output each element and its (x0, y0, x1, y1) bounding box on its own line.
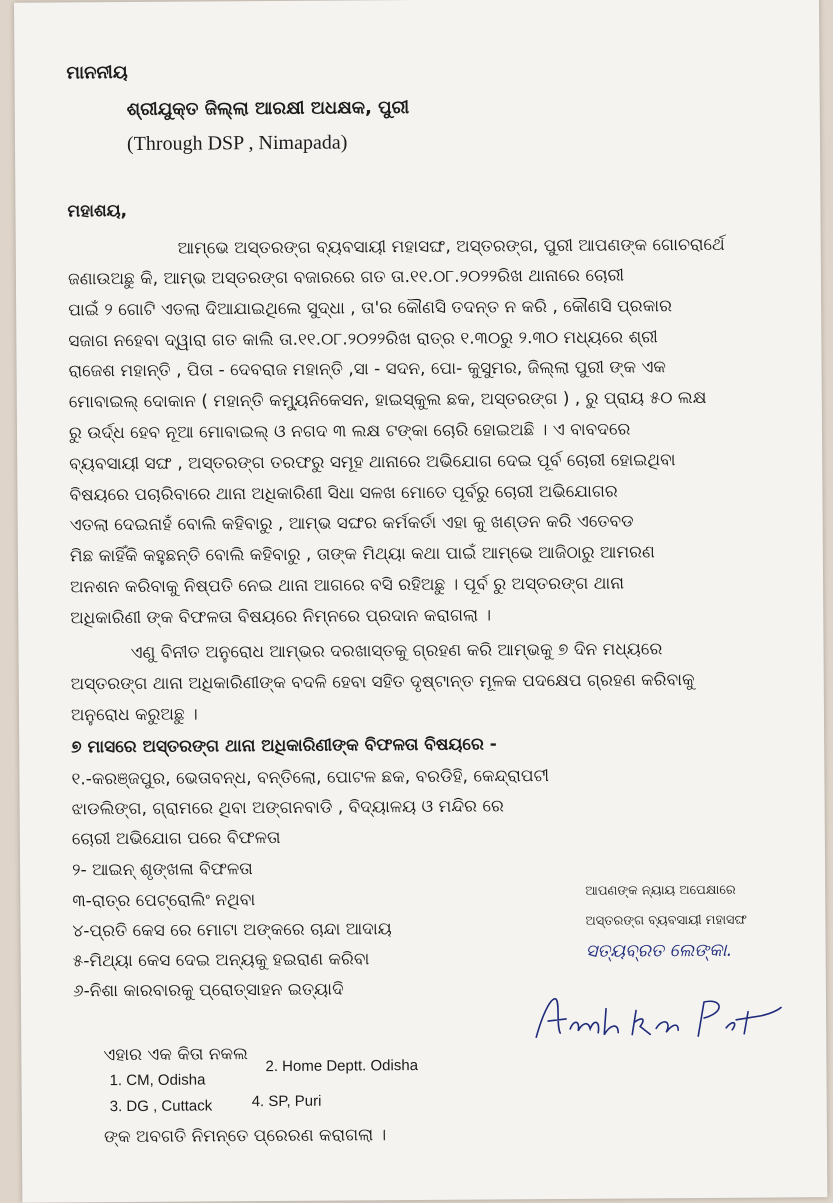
body-line: ମୋବାଇଲ୍ ଦୋକାନ ( ମହାନ୍ତି କମ୍ୟୁନିକେସନ, ହାଇସ୍କୁଲ ଛକ, ଅସ୍ତରଙ୍ଗ ) , ରୁ ପ୍ରାୟ ୫୦ ଲକ୍ଷ (68, 387, 707, 413)
sign-off (585, 876, 747, 967)
letter-page (14, 0, 827, 1203)
list-item: ୪-ପ୍ରତି କେସ ରେ ମୋଟା ଅଙ୍କରେ ଚାନ୍ଦା ଆଦାୟ (72, 919, 392, 942)
body-line: ଅଧିକାରିଣୀ ଙ୍କ ବିଫଳତା ବିଷୟରେ ନିମ୍ନରେ ପ୍ରଦାନ କରାଗଲା । (70, 605, 492, 629)
closing-line: ଙ୍କ ଅବଗତି ନିମନ୍ତେ ପ୍ରେରଣ କରାଗଲା । (103, 1125, 387, 1148)
handwritten-signature (526, 987, 786, 1049)
body-line: ଏତଲା ଦେଇନାହଁ ବୋଲି କହିବାରୁ , ଆମ୍ଭ ସଙ୍ଘର କର୍ମକର୍ତା ଏହା କୁ ଖଣ୍ଡନ କରି ଏତେବଡ (69, 511, 634, 536)
list-item: ଝାଡଲିଙ୍ଗ, ଗ୍ରାମରେ ଥିବା ଅଙ୍ଗନବାଡି , ବିଦ୍ୟାଳୟ ଓ ମନ୍ଦିର ରେ (71, 796, 504, 820)
copy-recipient: 3. DG , Cuttack (109, 1097, 213, 1116)
signatory-name: ସତ୍ୟବ୍ରତ ଲେଙ୍କା. (585, 939, 733, 962)
through-line: (Through DSP , Nimapada) (126, 131, 348, 156)
copy-recipient: 4. SP, Puri (251, 1092, 322, 1111)
body-line: ଅନଶନ କରିବାକୁ ନିଷ୍ପତି ନେଇ ଥାନା ଆଗରେ ବସି ରହିଅଛୁ । ପୂର୍ବ ରୁ ଅସ୍ତରଙ୍ଗ ଥାନା (70, 573, 625, 598)
request-line: ଅନୁରୋଧ କରୁଅଛୁ । (70, 704, 198, 726)
body-line: ବ୍ୟବସାୟୀ ସଙ୍ଘ , ଅସ୍ତରଙ୍ଗ ତରଫରୁ ସମୂହ ଥାନାରେ ଅଭିଯୋଗ ଦେଇ ପୂର୍ବ ଚୋରୀ ହୋଇଥିବା (69, 450, 676, 475)
body-line: ରୁ ଉର୍ଦ୍ଧ ହେବ ନୂଆ ମୋବାଇଲ୍ ଓ ନଗଦ ୩ ଲକ୍ଷ ଟଙ୍କା ଚୋରି ହୋଇଅଛି । ଏ ବାବଦରେ (68, 419, 631, 444)
body-line: ପାଇଁ ୨ ଗୋଟି ଏତଲା ଦିଆଯାଇଥିଲେ ସୁଦ୍ଧା , ତା'ର କୌଣସି ତଦନ୍ତ ନ କରି , କୌଣସି ପ୍ରକାର (68, 296, 673, 321)
greeting: ମହାଶୟ, (67, 201, 128, 222)
list-item: ୨- ଆଇନ୍ ଶୃଙ୍ଖଳା ବିଫଳତା (71, 859, 253, 881)
request-line: ଅସ୍ତରଙ୍ଗ ଥାନା ଅଧିକାରିଣୀଙ୍କ ବଦଳି ହେବା ସହିତ ଦୃଷ୍ଟାନ୍ତ ମୂଳକ ପଦକ୍ଷେପ ଗ୍ରହଣ କରିବାକୁ (70, 670, 695, 695)
body-line: ମିଛ କାହିଁକି କହୁଛନ୍ତି ବୋଲି କହିବାରୁ , ତାଙ୍କ ମିଥ୍ୟା କଥା ପାଇଁ ଆମ୍ଭେ ଆଜିଠାରୁ ଆମରଣ (69, 542, 655, 567)
list-item: ୧.-କରଞ୍ଜପୁର, ଭେତାବନ୍ଧ, ବନ୍ତିଲୋ, ପୋଟଳ ଛକ, ବରଡିହି, କେନ୍ଦ୍ରାପଟୀ (71, 766, 550, 790)
sign-off-line: ଆପଣଙ୍କ ନ୍ୟାୟ ଅପେକ୍ଷାରେ (585, 882, 736, 899)
copy-recipient: 2. Home Deptt. Odisha (265, 1057, 419, 1076)
list-item: ୬-ନିଶା କାରବାରକୁ ପ୍ରୋତ୍ସାହନ ଇତ୍ୟାଦି (72, 979, 344, 1002)
recipient: ଶ୍ରୀଯୁକ୍ତ ଜିଲ୍ଲା ଆରକ୍ଷୀ ଅଧକ୍ଷକ, ପୁରୀ (126, 97, 410, 121)
list-item: ୩-ରାତ୍ର ପେଟ୍ରୋଲିଂ ନଥିବା (72, 890, 256, 912)
list-item: ୫-ମିଥ୍ୟା କେସ ଦେଇ ଅନ୍ୟକୁ ହଇରାଣ କରିବା (72, 949, 370, 972)
copy-heading: ଏହାର ଏକ କିତା ନକଲ (103, 1044, 248, 1066)
body-line: ଜଣାଉଅଛୁ କି, ଆମ୍ଭ ଅସ୍ତରଙ୍ଗ ବଜାରରେ ଗତ ତା.୧୧.୦୮.୨୦୨୨ରିଖ ଥାନାରେ ଚୋରୀ (67, 265, 625, 290)
body-line: ଆମ୍ଭେ ଅସ୍ତରଙ୍ଗ ବ୍ୟବସାୟୀ ମହାସଙ୍ଘ, ଅସ୍ତରଙ୍ଗ, ପୁରୀ ଆପଣଙ୍କ ଗୋଚରାର୍ଥେ (177, 234, 725, 259)
copy-recipient: 1. CM, Odisha (109, 1071, 206, 1090)
list-item: ଚୋରୀ ଅଭିଯୋଗ ପରେ ବିଫଳତା (71, 827, 281, 850)
request-line: ଏଣୁ ବିନୀତ ଅନୁରୋଧ ଆମ୍ଭର ଦରଖାସ୍ତକୁ ଗ୍ରହଣ କରି ଆମ୍ଭକୁ ୭ ଦିନ ମଧ୍ୟରେ (130, 639, 663, 664)
organisation-name: ଅସ୍ତରଙ୍ଗ ବ୍ୟବସାୟୀ ମହାସଙ୍ଘ (585, 912, 748, 929)
body-line: ବିଷୟରେ ପଚାରିବାରେ ଥାନା ଅଧିକାରିଣୀ ସିଧା ସଳଖ ମୋତେ ପୂର୍ବରୁ ଚୋରୀ ଅଭିଯୋଗର (69, 481, 618, 506)
salutation: ମାନନୀୟ (66, 62, 128, 84)
body-line: ସଜାଗ ନହେବା ଦ୍ୱାରା ଗତ କାଲି ତା.୧୧.୦୮.୨୦୨୨ରିଖ ରାତ୍ର ୧.୩୦ରୁ ୨.୩୦ ମଧ୍ୟରେ ଶ୍ରୀ (68, 327, 658, 352)
body-line: ରାଜେଶ ମହାନ୍ତି , ପିତା - ଦେବରାଜ ମହାନ୍ତି ,ସା - ସଦନ, ପୋ- କୁସୁମର, ଜିଲ୍ଲା ପୁରୀ ଙ୍କ ଏକ (68, 357, 667, 382)
failures-heading: ୭ ମାସରେ ଅସ୍ତରଙ୍ଗ ଥାନା ଅଧିକାରିଣୀଙ୍କ ବିଫଳତା ବିଷୟରେ - (71, 734, 497, 758)
